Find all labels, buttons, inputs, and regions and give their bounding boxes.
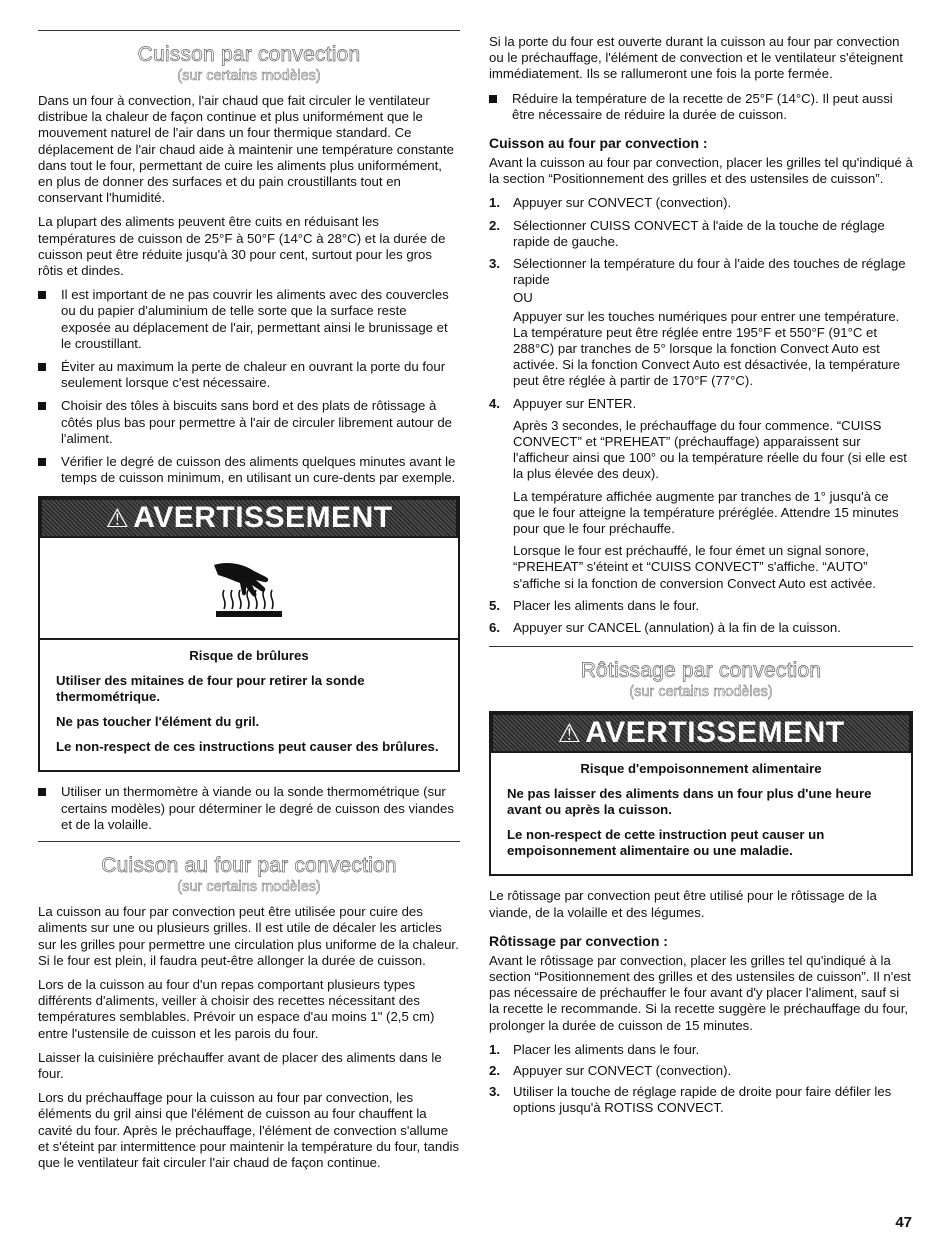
- warning-line: Ne pas laisser des aliments dans un four plus d'une heure avant ou après la cuisson.: [507, 785, 872, 817]
- warning-body: [40, 638, 458, 770]
- section-divider: [38, 841, 460, 842]
- burn-hazard-icon: [40, 538, 458, 638]
- list-item: 1. Appuyer sur CONVECT (convection).: [489, 195, 732, 211]
- paragraph: Le rôtissage par convection peut être utilisé pour le rôtissage de la viande, de la volaille et des légumes.: [489, 888, 877, 920]
- paragraph: La cuisson au four par convection peut être utilisée pour cuire des aliments sur une ou plusieurs grilles. Il est utile de décaler les articles sur les grilles pour permettre une circulation plus uniforme de la chaleur. Si le four est plein, il faudra peut-être allonger la durée de cuisson.: [38, 904, 459, 968]
- warning-header: ⚠ AVERTISSEMENT: [40, 498, 458, 538]
- steps-list-roast: [489, 1042, 913, 1117]
- list-item: Il est important de ne pas couvrir les aliments avec des couvercles ou du papier d'aluminium de telle sorte que la surface reste exposée au déplacement de l'air, permettant ainsi le brunissage et le croustillant.: [38, 287, 460, 352]
- list-item: 2. Appuyer sur CONVECT (convection).: [489, 1062, 732, 1078]
- subheading: Cuisson au four par convection :: [489, 135, 708, 152]
- section-title-convection: Cuisson par convection: [137, 43, 361, 66]
- bullet-list: [489, 91, 913, 123]
- steps-list-bake: [489, 195, 913, 636]
- paragraph: Laisser la cuisinière préchauffer avant de placer des aliments dans le four.: [38, 1049, 442, 1081]
- paragraph: Si la porte du four est ouverte durant la cuisson au four par convection ou le préchauffage, l'élément de convection et le ventilateur s'éteignent immédiatement. Ils se rallumeront une fois la porte fermée.: [489, 34, 903, 82]
- paragraph: Dans un four à convection, l'air chaud que fait circuler le ventilateur distribue la chaleur de façon continue et plus uniformément que le mouvement naturel de l'air dans un four thermique standard. Ce déplacement de l'air chaud aide à maintenir une température constante dans tout le four, permettant de cuire les aliments plus uniformément, en plus de donner des surfaces et du pain croustillants tout en conservant l'humidité.: [38, 93, 454, 206]
- warning-box-food-poisoning: [489, 711, 913, 876]
- section-subtitle: (sur certains modèles): [629, 684, 773, 701]
- warning-line: Ne pas toucher l'élément du gril.: [56, 714, 260, 730]
- list-item: 3. Sélectionner la température du four à l'aide des touches de réglage rapide OU Appuyer sur les touches numériques pour entrer une température. La température peut être réglée entre 195°F et 550°F (91°C et 288°C) par tranches de 5° lorsque la fonction Convect Auto est activée. Si la fonction Convect Auto est désactivée, la température peut être réglée à partir de 170°F (77°C).: [489, 256, 906, 389]
- paragraph: Lors de la cuisson au four d'un repas comportant plusieurs types différents d'aliments, veiller à choisir des recettes nécessitant des températures semblables. Prévoir un espace d'au moins 1" (2,5 cm) entre l'ustensile de cuisson et les parois du four.: [38, 976, 435, 1041]
- paragraph: La plupart des aliments peuvent être cuits en réduisant les températures de cuisson de 25°F à 50°F (14°C à 28°C) et la durée de cuisson peut être réduite jusqu'à 30 pour cent, surtout pour les gros rôtis et dindes.: [38, 214, 446, 279]
- section-divider: [38, 30, 460, 31]
- page-number: 47: [895, 1214, 912, 1231]
- list-item: Vérifier le degré de cuisson des aliments quelques minutes avant le temps de cuisson minimum, en utilisant un cure-dents par exemple.: [38, 454, 460, 486]
- section-title-convection-bake: Cuisson au four par convection: [101, 854, 397, 878]
- list-item: Réduire la température de la recette de 25°F (14°C). Il peut aussi être nécessaire de réduire la durée de cuisson.: [489, 91, 913, 123]
- paragraph: Avant la cuisson au four par convection, placer les grilles tel qu'indiqué à la section “Positionnement des grilles et des ustensiles de cuisson”.: [489, 155, 913, 187]
- warning-line: Le non-respect de cette instruction peut causer un empoisonnement alimentaire ou une maladie.: [507, 826, 825, 859]
- warning-line: Utiliser des mitaines de four pour retirer la sonde thermométrique.: [56, 672, 365, 704]
- list-item: Utiliser un thermomètre à viande ou la sonde thermométrique (sur certains modèles) pour déterminer le degré de cuisson des viandes et de la volaille.: [38, 784, 460, 833]
- subheading: Rôtissage par convection :: [489, 932, 668, 949]
- list-item: 4. Appuyer sur ENTER. Après 3 secondes, le préchauffage du four commence. “CUISS CONVECT” et “PREHEAT” (préchauffage) apparaissent sur l'afficheur ainsi que 100° ou la température réelle du four (si elle est la plus élevée des deux). La température affichée augmente par tranches de 1° jusqu'à ce que le four atteigne la température préréglée. Attendre 15 minutes pour que le four préchauffe. Lorsque le four est préchauffé, le four émet un signal sonore, “PREHEAT” s'éteint et “CUISS CONVECT” s'affiche. “AUTO” s'affiche si la fonction de conversion Convect Auto est activée.: [489, 395, 907, 591]
- list-item: 1. Placer les aliments dans le four.: [489, 1041, 700, 1057]
- list-item: 3. Utiliser la touche de réglage rapide de droite pour faire défiler les options jusqu'à ROTISS CONVECT.: [489, 1084, 892, 1116]
- warning-box-burn: [38, 496, 460, 772]
- list-item: Éviter au maximum la perte de chaleur en ouvrant la porte du four seulement lorsque c'est nécessaire.: [38, 359, 460, 391]
- warning-line: Le non-respect de ces instructions peut causer des brûlures.: [56, 739, 439, 755]
- right-column: [489, 30, 913, 1125]
- section-subtitle: (sur certains modèles): [177, 68, 321, 84]
- warning-triangle-icon: ⚠: [105, 503, 130, 534]
- paragraph: Avant le rôtissage par convection, placer les grilles tel qu'indiqué à la section “Positionnement des grilles et des ustensiles de cuisson”. Il n'est pas nécessaire de préchauffer le four avant d'y placer l'aliment, sauf si la recette le recommande. Si la recette suggère le préchauffage du four, prolonger la durée de cuisson de 15 minutes.: [489, 952, 911, 1033]
- section-divider: [489, 646, 913, 647]
- bullet-list: [38, 287, 460, 486]
- list-item: 6. Appuyer sur CANCEL (annulation) à la fin de la cuisson.: [489, 620, 841, 636]
- section-subtitle: (sur certains modèles): [177, 879, 321, 896]
- list-item: Choisir des tôles à biscuits sans bord et des plats de rôtissage à côtés plus bas pour permettre à l'air de circuler librement autour de l'aliment.: [38, 398, 460, 447]
- list-item: 5. Placer les aliments dans le four.: [489, 597, 700, 613]
- bullet-list: [38, 784, 460, 833]
- warning-risk-title: Risque de brûlures: [189, 648, 309, 664]
- left-column: [38, 30, 460, 1179]
- warning-risk-title: Risque d'empoisonnement alimentaire: [580, 761, 822, 777]
- paragraph: Lors du préchauffage pour la cuisson au four par convection, les éléments du gril ainsi que l'élément de cuisson au four chauffent la cavité du four. Après le préchauffage, l'élément de convection s'allume et s'éteint par intermittence pour maintenir la température du four, tandis que le ventilateur fait circuler l'air chaud de façon continue.: [38, 1090, 460, 1170]
- warning-header: ⚠ AVERTISSEMENT: [491, 713, 911, 753]
- list-item: 2. Sélectionner CUISS CONVECT à l'aide de la touche de réglage rapide de gauche.: [489, 217, 885, 249]
- section-title-convection-roast: Rôtissage par convection: [580, 659, 822, 683]
- warning-body: [491, 753, 911, 874]
- warning-triangle-icon: ⚠: [557, 718, 582, 749]
